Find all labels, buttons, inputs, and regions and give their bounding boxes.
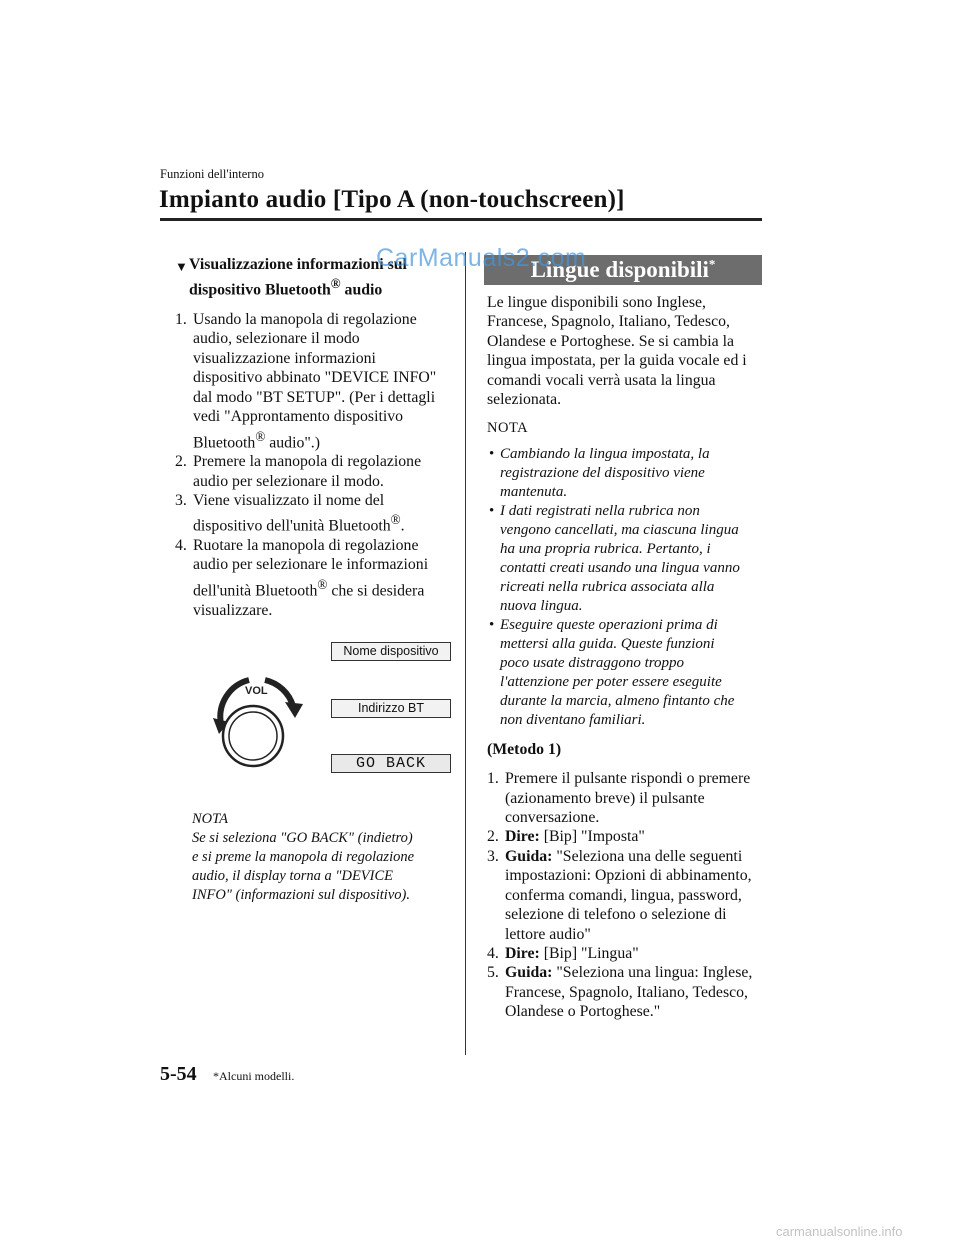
note-label: NOTA <box>192 810 228 827</box>
list-item: • Eseguire queste operazioni prima di mettersi alla guida. Queste funzioni poco usate distraggono troppo l'attenzione per poter essere eseguite durante la marcia, almeno fintanto che non diventano familiari. <box>489 616 735 728</box>
list-item: 2. Dire: [Bip] "Imposta" <box>487 828 645 846</box>
list-item: 3. Viene visualizzato il nome del dispositivo dell'unità Bluetooth®. <box>175 492 405 535</box>
page-title: Impianto audio [Tipo A (non-touchscreen)] <box>159 186 625 213</box>
section-banner: Lingue disponibili* <box>484 255 762 285</box>
left-steps-list <box>175 310 450 620</box>
device-name-label: Nome dispositivo <box>331 642 451 661</box>
right-steps-list <box>487 769 762 1021</box>
note-label: NOTA <box>487 420 529 437</box>
list-item: 3. Guida: "Seleziona una delle seguenti impostazioni: Opzioni di abbinamento, conferma comandi, lingua, password, selezione di telefono o selezione di lettore audio" <box>487 847 752 943</box>
subsection-heading: ▼ Visualizzazione informazioni sul dispositivo Bluetooth® audio <box>175 256 407 299</box>
list-item: • Cambiando la lingua impostata, la registrazione del dispositivo viene mantenuta. <box>489 445 710 500</box>
vol-knob-icon <box>207 666 307 776</box>
left-column <box>175 255 450 905</box>
triangle-bullet-icon: ▼ <box>175 259 188 274</box>
svg-text:VOL: VOL <box>245 684 268 697</box>
list-item: 2. Premere la manopola di regolazione audio per selezionare il modo. <box>175 453 422 490</box>
list-item: 1. Premere il pulsante rispondi o premere (azionamento breve) il pulsante conversazione. <box>487 770 751 827</box>
bt-address-label: Indirizzo BT <box>331 699 451 718</box>
note-text: Se si seleziona "GO BACK" (indietro) e si preme la manopola di regolazione audio, il display torna a "DEVICE INFO" (informazioni sul dispositivo). <box>192 830 415 904</box>
list-item: • I dati registrati nella rubrica non vengono cancellati, ma ciascuna lingua ha una propria rubrica. Pertanto, i contatti creati usando una lingua vanno ricreati nella rubrica associata alla nuova lingua. <box>489 502 740 614</box>
go-back-label: GO BACK <box>331 754 451 773</box>
vol-knob-figure <box>185 642 460 792</box>
footnote: *Alcuni modelli. <box>213 1069 295 1083</box>
list-item: 4. Dire: [Bip] "Lingua" <box>487 944 639 962</box>
page-number: 5-54 <box>160 1063 197 1085</box>
note-bullets <box>487 445 762 730</box>
intro-paragraph: Le lingue disponibili sono Inglese, Francese, Spagnolo, Italiano, Tedesco, Olandese e Portoghese. Se si cambia la lingua impostata, per la guida vocale ed i comandi vocali verrà usata la lingua selezionata. <box>487 294 747 409</box>
list-item: 4. Ruotare la manopola di regolazione audio per selezionare le informazioni dell'unità Bluetooth® che si desidera visualizzare. <box>175 537 429 619</box>
right-column <box>487 255 762 1022</box>
list-item: 5. Guida: "Seleziona una lingua: Inglese, Francese, Spagnolo, Italiano, Tedesco, Olandese o Portoghese." <box>487 964 753 1021</box>
section-label: Funzioni dell'interno <box>160 167 264 181</box>
column-divider <box>465 252 466 1055</box>
list-item: 1. Usando la manopola di regolazione audio, selezionare il modo visualizzazione informazioni dispositivo abbinato "DEVICE INFO" dal modo "BT SETUP". (Per i dettagli vedi "Approntamento dispositivo Bluetooth® audio".) <box>175 311 437 451</box>
title-rule <box>160 218 762 221</box>
watermark-bottom: carmanualsonline.info <box>776 1224 903 1239</box>
watermark-top: CarManuals2.com <box>376 244 587 272</box>
method-heading: (Metodo 1) <box>487 740 562 758</box>
